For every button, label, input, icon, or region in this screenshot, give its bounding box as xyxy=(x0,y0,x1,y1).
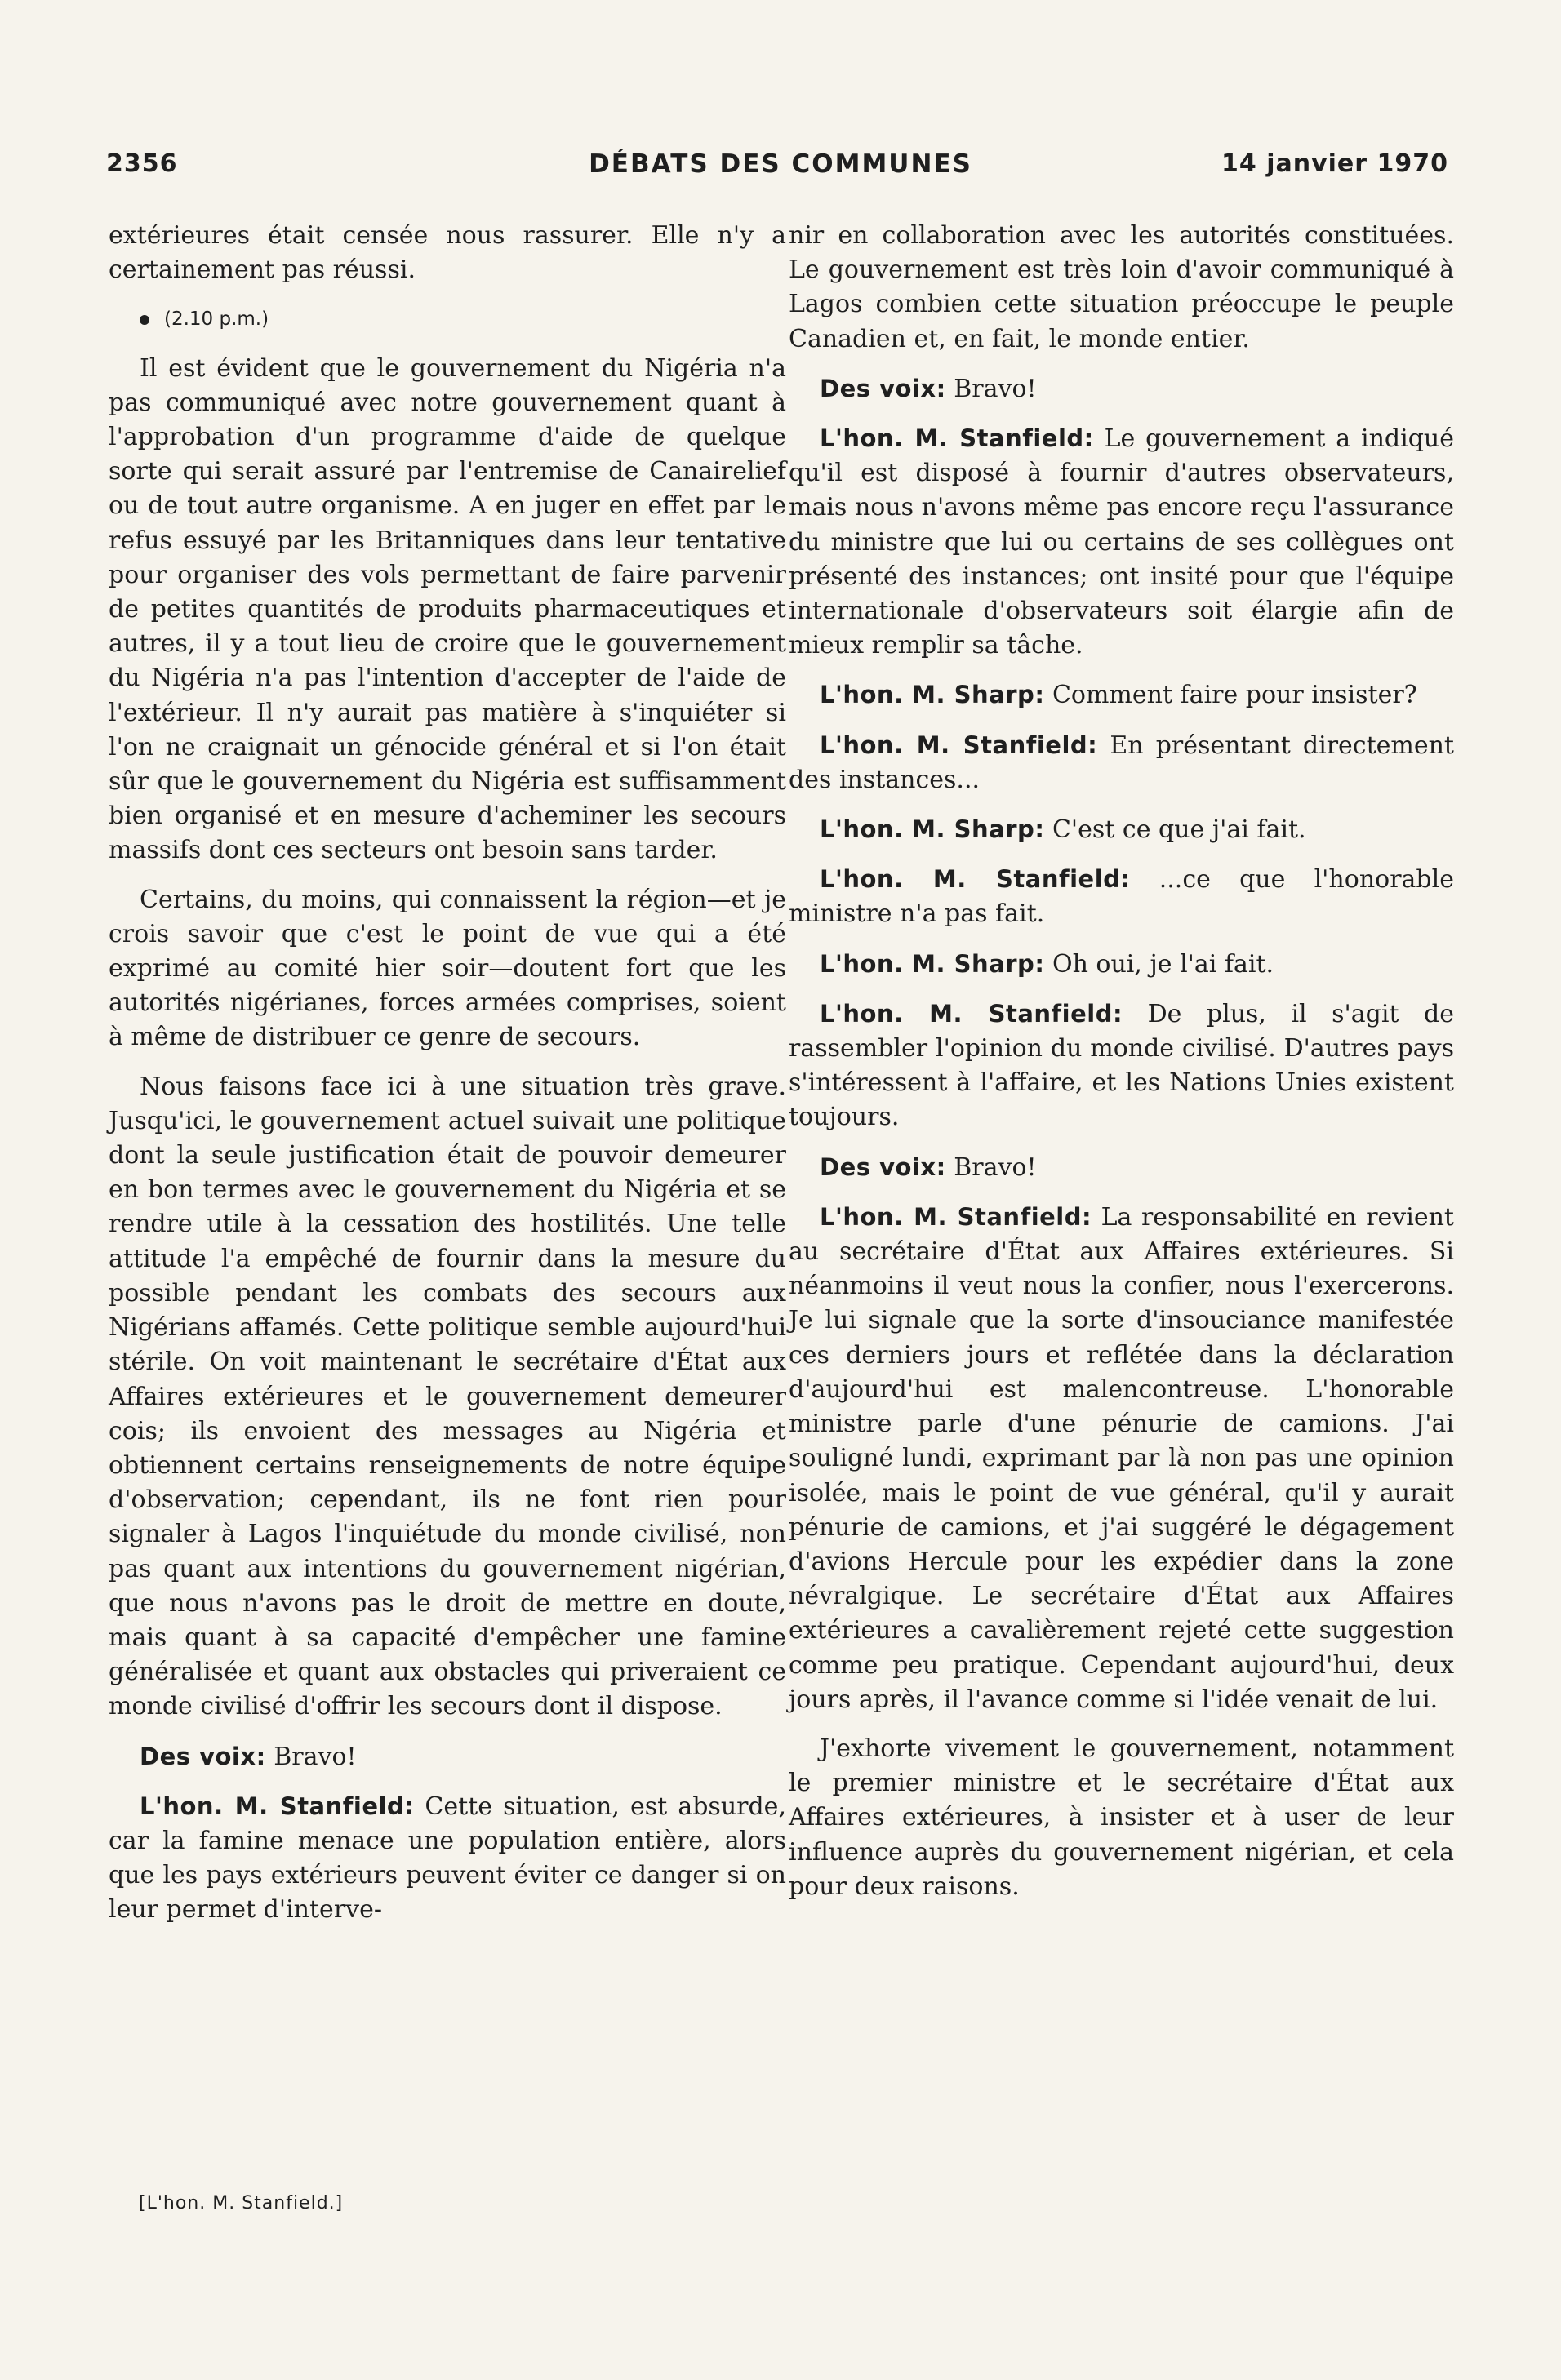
timestamp-text: (2.10 p.m.) xyxy=(164,309,269,331)
page-number: 2356 xyxy=(106,149,178,178)
speech xyxy=(789,421,1454,663)
speaker-label: L'hon. M. Stanfield: xyxy=(820,730,1098,759)
speech xyxy=(109,1739,786,1774)
speaker-label: Des voix: xyxy=(820,374,946,402)
paragraph: Il est évident que le gouvernement du Nigéria n'a pas communiqué avec notre gouvernement quant à l'approbation d'un programme d'aide de quelque sorte qui serait assuré par l'entremise de Canairelief ou de tout autre organisme. A en juger en effet par le refus essuyé par les Britanniques dans leur tentative pour organiser des vols permettant de faire parvenir de petites quantités de produits pharmaceutiques et autres, il y a tout lieu de croire que le gouvernement du Nigéria n'a pas l'intention d'accepter de l'aide de l'extérieur. Il n'y aurait pas matière à s'inquiéter si l'on ne craignait un génocide général et si l'on était sûr que le gouvernement du Nigéria est suffisamment bien organisé et en mesure d'acheminer les secours massifs dont ces secteurs ont besoin sans tarder. xyxy=(109,353,786,865)
speaker-label: L'hon. M. Stanfield: xyxy=(820,1202,1092,1231)
speech-text: Bravo! xyxy=(954,374,1037,403)
speech xyxy=(789,862,1454,931)
speaker-label: L'hon. M. Stanfield: xyxy=(820,999,1123,1028)
speech-text: Bravo! xyxy=(954,1152,1037,1182)
speech-text: ...ce que l'honorable ministre n'a pas fait. xyxy=(789,865,1454,929)
speech-text: En présentant directement des instances... xyxy=(789,730,1454,794)
speech-text: Oh oui, je l'ai fait. xyxy=(1052,949,1274,979)
speaker-label: Des voix: xyxy=(140,1742,266,1770)
timestamp xyxy=(109,302,786,336)
speech xyxy=(789,371,1454,406)
paragraph: Nous faisons face ici à une situation très grave. Jusqu'ici, le gouvernement actuel suivait une politique dont la seule justification était de pouvoir demeurer en bon termes avec le gouvernement du Nigéria et se rendre utile à la cessation des hostilités. Une telle attitude l'a empêché de fournir dans la mesure du possible pendant les combats des secours aux Nigérians affamés. Cette politique semble aujourd'hui stérile. On voit maintenant le secrétaire d'État aux Affaires extérieures et le gouvernement demeurer cois; ils envoient des messages au Nigéria et obtiennent certains renseignements de notre équipe d'observation; cependant, ils ne font rien pour signaler à Lagos l'inquiétude du monde civilisé, non pas quant aux intentions du gouvernement nigérian, que nous n'avons pas le droit de mettre en doute, mais quant à sa capacité d'empêcher une famine généralisée et quant aux obstacles qui priveraient ce monde civilisé d'offrir les secours dont il dispose. xyxy=(109,1072,786,1721)
speech xyxy=(789,1150,1454,1185)
speech xyxy=(789,1200,1454,1717)
speech xyxy=(789,677,1454,713)
speech-text: Comment faire pour insister? xyxy=(1052,681,1417,710)
speaker-label: L'hon. M. Stanfield: xyxy=(140,1792,415,1820)
speech xyxy=(789,947,1454,982)
speech-text: Cette situation, est absurde, car la famine menace une population entière, alors que les pays extérieurs peuvent éviter ce danger si on leur permet d'interve- xyxy=(109,1792,786,1925)
speaker-label: L'hon. M. Sharp: xyxy=(820,815,1045,844)
right-column xyxy=(789,219,1454,1919)
paragraph: extérieures était censée nous rassurer. Elle n'y a certainement pas réussi. xyxy=(109,221,786,285)
paragraph: J'exhorte vivement le gouvernement, notamment le premier ministre et le secrétaire d'État aux Affaires extérieures, à insister et à user de leur influence auprès du gouvernement nigérian, et cela pour deux raisons. xyxy=(789,1734,1454,1901)
page-header xyxy=(0,149,1561,190)
paragraph: nir en collaboration avec les autorités constituées. Le gouvernement est très loin d'avoir communiqué à Lagos combien cette situation préoccupe le peuple Canadien et, en fait, le monde entier. xyxy=(789,221,1454,353)
page-date: 14 janvier 1970 xyxy=(1221,149,1448,178)
speech-text: Le gouvernement a indiqué qu'il est disposé à fournir d'autres observateurs, mais nous n'avons même pas encore reçu l'assurance du ministre que lui ou certains de ses collègues ont présenté des instances; ont insité pour que l'équipe internationale d'observateurs soit élargie afin de mieux remplir sa tâche. xyxy=(789,424,1454,660)
speech-text: Bravo! xyxy=(274,1742,357,1771)
speaker-label: L'hon. M. Stanfield: xyxy=(820,865,1131,894)
paragraph: Certains, du moins, qui connaissent la région—et je crois savoir que c'est le point de vue qui a été exprimé au comité hier soir—doutent fort que les autorités nigérianes, forces armées comprises, soient à même de distribuer ce genre de secours. xyxy=(109,885,786,1052)
bullet-icon xyxy=(140,315,149,325)
speaker-label: L'hon. M. Sharp: xyxy=(820,949,1045,978)
left-column xyxy=(109,219,786,1943)
speaker-label: Des voix: xyxy=(820,1152,946,1181)
speech-text: De plus, il s'agit de rassembler l'opinion du monde civilisé. D'autres pays s'intéressent à l'affaire, et les Nations Unies existent toujours. xyxy=(789,999,1454,1132)
speech xyxy=(789,812,1454,847)
speaker-footer-note: [L'hon. M. Stanfield.] xyxy=(139,2193,344,2213)
speech-text: C'est ce que j'ai fait. xyxy=(1052,815,1306,845)
speech xyxy=(109,1789,786,1928)
speaker-label: L'hon. M. Stanfield: xyxy=(820,424,1094,453)
speech xyxy=(789,728,1454,797)
speech xyxy=(789,997,1454,1135)
speaker-label: L'hon. M. Sharp: xyxy=(820,681,1045,709)
speech-text: La responsabilité en revient au secrétaire d'État aux Affaires extérieures. Si néanmoins il veut nous la confier, nous l'exercerons. Je lui signale que la sorte d'insouciance manifestée ces derniers jours et reflétée dans la déclaration d'aujourd'hui est malencontreuse. L'honorable ministre parle d'une pénurie de camions. J'ai souligné lundi, exprimant par là non pas une opinion isolée, mais le point de vue général, qu'il y aurait pénurie de camions, et j'ai suggéré le dégagement d'avions Hercule pour les expédier dans la zone névralgique. Le secrétaire d'État aux Affaires extérieures a cavalièrement rejeté cette suggestion comme peu pratique. Cependant aujourd'hui, deux jours après, il l'avance comme si l'idée venait de lui. xyxy=(789,1202,1454,1714)
publication-title: DÉBATS DES COMMUNES xyxy=(589,149,972,179)
